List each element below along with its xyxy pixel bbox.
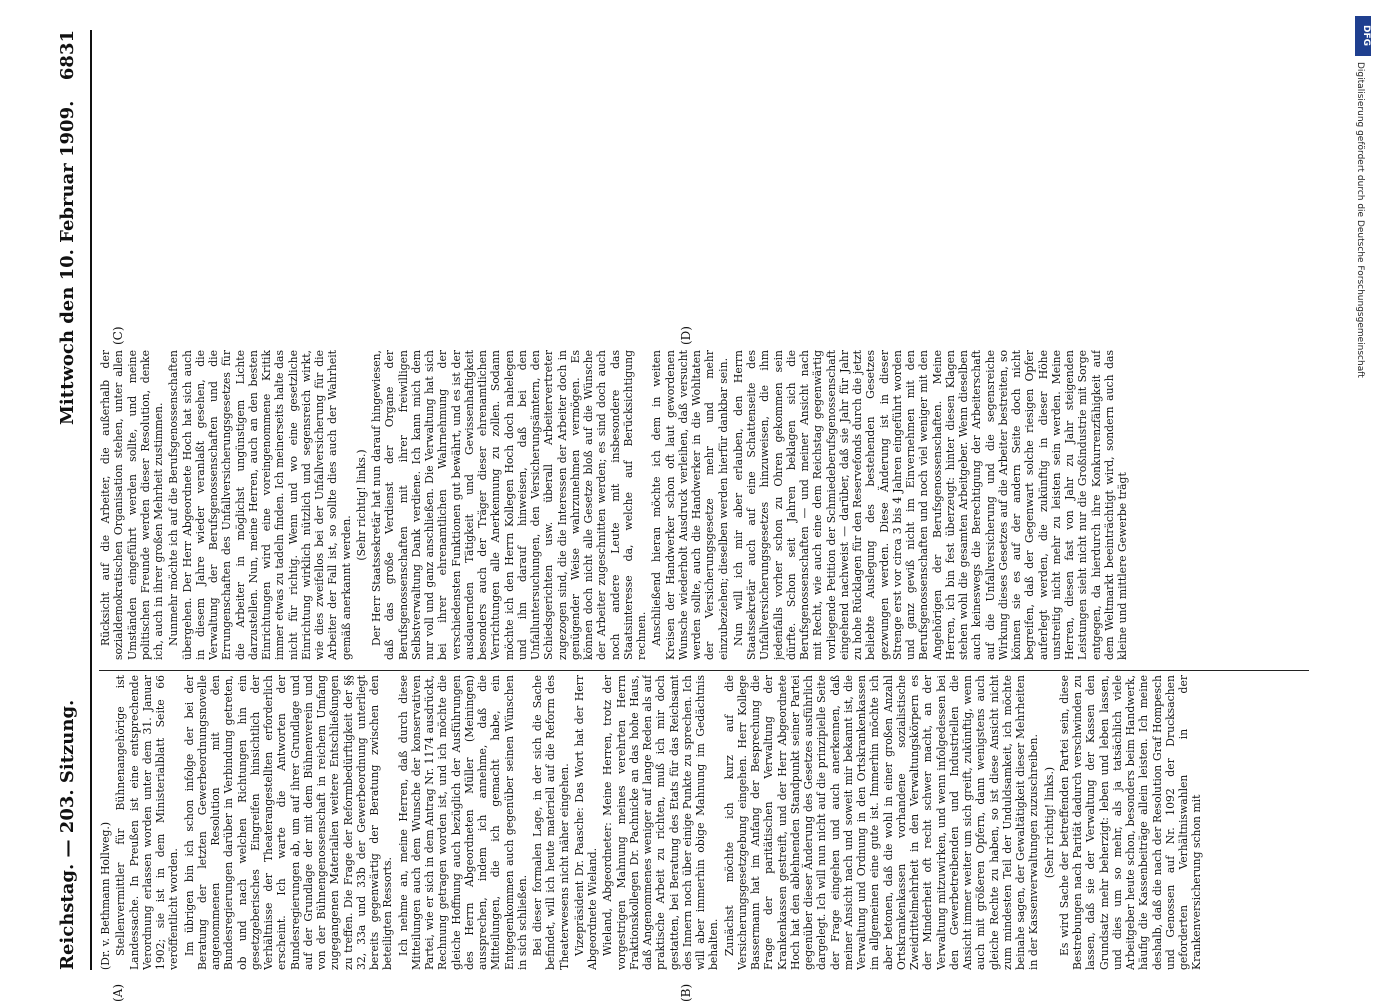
marker-b: (B) xyxy=(679,983,693,1002)
marker-d: (D) xyxy=(679,326,693,345)
page-number: 6831 xyxy=(57,30,78,81)
paragraph: Im übrigen bin ich schon infolge der bei der Beratung der letzten Gewerbeordnungsnovelle angenommenen Resolution mit den Bundesregierungen darüber in Verbindung getreten, ob und nach welchen Richtungen hin ein gesetzgeberisches Eingreifen hinsichtlich der Verhältnisse der Theaterangestellten erforderlich erscheint. Ich warte die Antworten der Bundesregierungen ab, um auf ihrer Grundlage und auf der Grundlage der mit dem Bühnenverein und von der Bühnengenossenschaft in reichem Umfang zugegangenen Materialien weitere Entschließungen zu treffen. Die Frage der Reformbedürftigkeit der §§ 32, 33a und 33b der Gewerbeordnung unterliegt bereits gegenwärtig der Beratung zwischen den beteiligten Ressorts. xyxy=(182,675,395,970)
paragraph: Anschließend hieran möchte ich dem in weiten Kreisen der Handwerker schon oft laut gewordenen Wunsche wiederholt Ausdruck verleihen, daß versucht werden sollte, auch die Handwerker in die Wohltaten der Versicherungsgesetze mehr und mehr einzubeziehen; dieselben werden hierfür dankbar sein. xyxy=(650,350,730,660)
paragraph: Stellenvermittler für Bühnenangehörige ist Landessache. In Preußen ist eine entsprechende Verordnung erlassen worden unter dem 31. Januar 1902; sie ist in dem Ministerialblatt Seite 66 veröffentlicht worden. xyxy=(114,675,181,970)
header-center: Mittwoch den 10. Februar 1909. xyxy=(57,100,78,425)
digitization-credit: Digitalisierung gefördert durch die Deutsche Forschungsgemeinschaft xyxy=(1355,62,1365,378)
paragraph: Bei dieser formalen Lage, in der sich die Sache befindet, will ich heute materiell auf die Reform des Theaterwesens nicht näher eingehen. xyxy=(531,675,571,970)
column-left xyxy=(99,675,1309,970)
paragraph: Zunächst möchte ich kurz auf die Versicherungsgesetzgebung eingehen. Herr Kollege Bassermann hat im Anfang der Besprechung die Frage der paritätischen Verwaltung der Krankenkassen gestreift, und der Herr Abgeordnete Hoch hat den ablehnenden Standpunkt seiner Partei gegenüber dieser Änderung des Gesetzes ausführlich dargelegt. Ich will nun nicht auf die prinzipielle Seite der Frage eingehen und auch anerkennen, daß meiner Ansicht nach und soweit mir bekannt ist, die Verwaltung und Ordnung in den Ortskrankenkassen im allgemeinen eine gute ist. Immerhin möchte ich aber betonen, daß die wohl in einer großen Anzahl Ortskrankenkassen vorhandene sozialistische Zweidrittelmehrheit in den Verwaltungskörpern es der Minderheit oft recht schwer macht, an der Verwaltung mitzuwirken, und wenn infolgedessen bei den Gewerbetreibenden und Industriellen die Ansicht immer weiter um sich greift, zukünftig, wenn auch mit größeren Opfern, dann wenigstens auch gleiche Rechte zu haben, so ist diese Ansicht nicht zum mindesten Teil der Unduldsamkeit, ich möchte beinahe sagen, der Gewaltätigkeit dieser Mehrheiten in der Kassenverwaltungen zuzuschreiben. xyxy=(722,675,1041,970)
paragraph: Vizepräsident Dr. Paasche: Das Wort hat der Herr Abgeordnete Wieland. xyxy=(572,675,599,970)
paragraph: (Sehr richtig! links.) xyxy=(354,449,368,561)
digitization-sidebar xyxy=(1353,10,1375,990)
rotated-sheet xyxy=(15,0,1335,1000)
marker-c: (C) xyxy=(111,326,125,345)
column-divider xyxy=(99,670,1309,671)
paragraph: Es wird Sache der betreffenden Partei sein, diese Bestrebungen nach Parität dadurch verschwinden zu lassen, daß sie der Verwaltung der Kassen den Grundsatz mehr beherzigt: leben und leben lassen, und dies um so mehr, als ja tatsächlich viele Arbeitgeber heute schon, besonders beim Handwerk, häufig die Kassenbeiträge allein leisten. Ich meine deshalb, daß die nach der Resolution Graf Hompesch und Genossen auf Nr. 1092 der Drucksachen geforderten Verhältniswahlen in der Krankenversicherung schon mit xyxy=(1057,675,1204,970)
paragraph: Der Herr Staatssekretär hat nun darauf hingewiesen, daß das große Verdienst der Organe der Berufsgenossenschaften mit ihrer freiwilligen Selbstverwaltung Dank verdiene. Ich kann mich dem nur voll und ganz anschließen. Die Verwaltung hat sich bei ihrer ehrenamtlichen Wahrnehmung der verschiedensten Funktionen gut bewährt, und es ist der ausdauernden Tätigkeit und Gewissenhaftigkeit besonders auch der Träger dieser ehrenamtlichen Verrichtungen alle Anerkennung zu zollen. Sodann möchte ich den Herrn Kollegen Hoch doch nahelegen und ihn darauf hinweisen, daß bei den Unfalluntersuchungen, den Versicherungsämtern, den Schiedsgerichten usw. überall Arbeitervertreter zugezogen sind, die die Interessen der Arbeiter doch in genügender Weise wahrzunehmen vermögen. Es können doch nicht alle Gesetze bloß auf die Wünsche der Arbeiter zugeschnitten werden; es sind doch auch noch andere Leute mit insbesondere das Staatsinteresse da, welche auf Berücksichtigung rechnen. xyxy=(370,350,648,660)
header-rule xyxy=(90,30,92,970)
paragraph: (Dr. v. Bethmann Hollweg.) xyxy=(99,821,112,970)
marker-a: (A) xyxy=(111,983,125,1002)
dfg-logo: DFG xyxy=(1355,16,1371,56)
paragraph: Nun will ich mir aber erlauben, den Herrn Staatssekretär auch auf eine Schattenseite des Unfallversicherungsgesetzes hinzuweisen, die ihm jedenfalls vorher schon zu Ohren gekommen sein dürfte. Schon seit Jahren beklagen sich die Berufsgenossenschaften — und meiner Ansicht nach mit Recht, wie auch eine dem Reichstag gegenwärtig vorliegende Petition der Schmiedeberufsgenossenschaft eingehend nachweist — darüber, daß sie Jahr für Jahr zu hohe Rücklagen für den Reservefonds durch die jetzt beliebte Auslegung des bestehenden Gesetzes gezwungen werden. Diese Änderung ist in dieser Strenge erst vor circa 3 bis 4 Jahren eingeführt worden und ganz gewiß nicht im Einvernehmen mit den Berufsgenossenschaften und noch viel weniger mit den Angehörigen der Berufsgenossenschaften. Meine Herren, ich bin fest überzeugt: hinter diesen Klagen stehen wohl die gesamten Arbeitgeber. Wenn dieselben auch keineswegs die Berechtigung der Arbeiterschaft auf die Unfallversicherung und die segensreiche Wirkung dieses Gesetzes auf die Arbeiter bestreiten, so können sie es auf der andern Seite doch nicht begreifen, daß der Gegenwart solche riesigen Opfer auferlegt werden, die zukünftig in dieser Höhe unstreitig nicht mehr zu leisten sein werden. Meine Herren, diesen fast von Jahr zu Jahr steigenden Leistungen sieht nicht nur die Großindustrie mit Sorge entgegen, da hierdurch ihre Konkurrenzfähigkeit auf dem Weltmarkt beeinträchtigt wird, sondern auch das kleine und mittlere Gewerbe trägt xyxy=(731,350,1129,660)
column-right xyxy=(99,350,1309,660)
paragraph: Nunmehr möchte ich auf die Berufsgenossenschaften übergehen. Der Herr Abgeordnete Hoch hat sich auch in diesem Jahre wieder veranlaßt gesehen, die Verwaltung der Berufsgenossenschaften und die Errungenschaften des Unfallversicherungsgesetzes für die Arbeiter in möglichst ungünstigem Lichte darzustellen. Nun, meine Herren, auch an den besten Einrichtungen wird eine voreingenommene Kritik immer etwas zu tadeln finden. Ich meinerseits halte das nicht für richtig. Wenn und wo eine gesetzliche Einrichtung wirklich nützlich und segensreich wirkt, wie dies zweifellos bei der Unfallversicherung für die Arbeiter der Fall ist, so sollte dies auch der Wahrheit gemäß anerkannt werden. xyxy=(167,350,353,660)
paragraph: Ich nehme an, meine Herren, daß durch diese Mitteilungen auch dem Wunsche der konservativen Partei, wie er sich in dem Antrag Nr. 1174 ausdrückt, Rechnung getragen worden ist, und ich möchte die gleiche Hoffnung auch bezüglich der Ausführungen des Herrn Abgeordneten Müller (Meiningen) aussprechen, indem ich annehme, daß die Mitteilungen, die ich gemacht habe, ein Entgegenkommen auch gegenüber seinen Wünschen in sich schließen. xyxy=(396,675,529,970)
paragraph: (Sehr richtig! links.) xyxy=(1042,766,1056,879)
header-left: Reichstag. — 203. Sitzung. xyxy=(57,699,78,970)
paragraph: Wieland, Abgeordneter: Meine Herren, trotz der vorgestrigen Mahnung meines verehrten Herrn Fraktionskollegen Dr. Pachnicke an das hohe Haus, daß Angenommenes weniger auf lange Reden als auf praktische Arbeit zu richten, muß ich mir doch gestatten, bei Beratung des Etats für das Reichsamt des Innern noch über einige Punkte zu sprechen. Ich will aber immerhin obige Mahnung im Gedächtnis behalten. xyxy=(601,675,721,970)
page-header xyxy=(57,30,87,970)
paragraph: Rücksicht auf die Arbeiter, die außerhalb der sozialdemokratischen Organisation stehen, unter allen Umständen eingeführt werden sollte, und meine politischen Freunde werden dieser Resolution, denke ich, auch in ihrer großen Mehrheit zustimmen. xyxy=(99,350,165,660)
